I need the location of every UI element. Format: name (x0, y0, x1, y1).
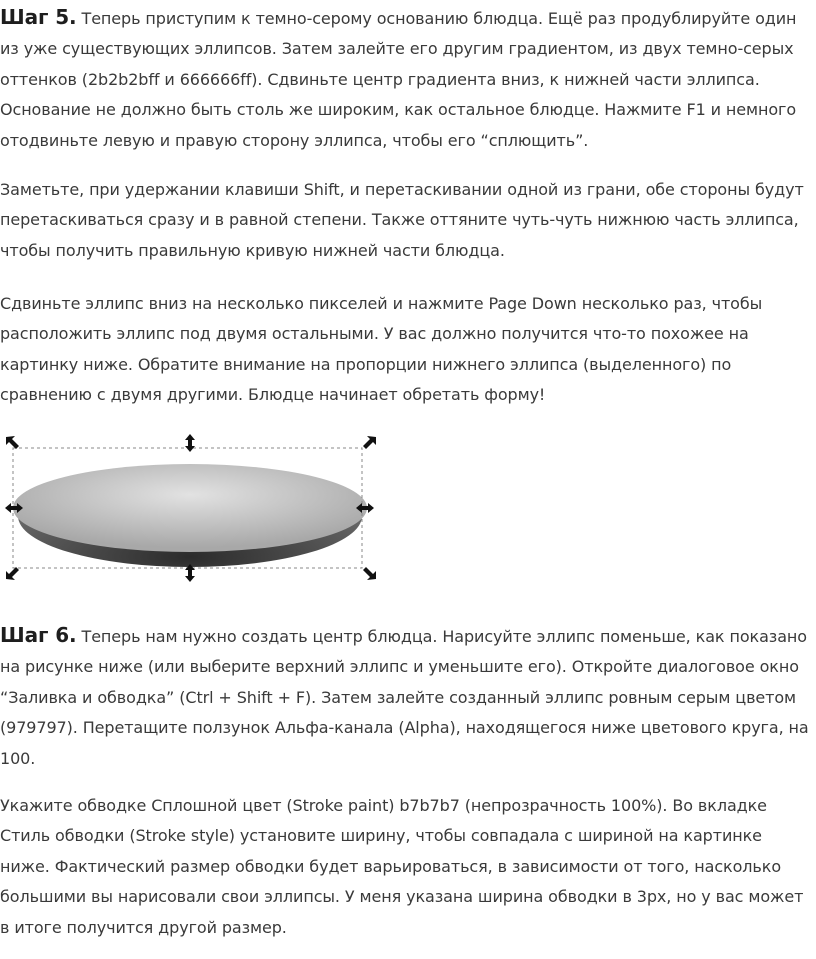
step6-paragraph-1 (0, 620, 816, 774)
top-ellipse (13, 464, 367, 552)
step6-paragraph-2: Укажите обводке Сплошной цвет (Stroke paint) b7b7b7 (непрозрачность 100%). Во вкладке Стиль обводки (Stroke style) установите ширину, чтобы совпадала с шириной на картинке ниже. Фактический размер обводки будет варьироваться, в зависимости от того, насколько большими вы нарисовали свои эллипсы. У меня указана ширина обводки в 3px, но у вас может в итоге получится другой размер. (0, 796, 804, 937)
step5-heading: Шаг 5. (0, 5, 77, 29)
saucer-illustration (0, 428, 390, 590)
step6-heading: Шаг 6. (0, 623, 77, 647)
handle-top-center-icon (185, 434, 195, 452)
step5-paragraph-2: Заметьте, при удержании клавиши Shift, и перетаскивании одной из грани, обе стороны будут перетаскиваться сразу и в равной степени. Также оттяните чуть-чуть нижнюю часть эллипса, чтобы получить правильную кривую нижней части блюдца. (0, 180, 804, 260)
step6-text-1: Теперь нам нужно создать центр блюдца. Нарисуйте эллипс поменьше, как показано на рисунке ниже (или выберите верхний эллипс и уменьшите его). Откройте диалоговое окно “Заливка и обводка” (Ctrl + Shift + F). Затем залейте созданный эллипс ровным серым цветом (979797). Перетащите ползунок Альфа-канала (Alpha), находящегося ниже цветового круга, на 100. (0, 627, 809, 768)
handle-top-right-icon (363, 436, 376, 449)
step5-text-1: Теперь приступим к темно-серому основанию блюдца. Ещё раз продублируйте один из уже существующих эллипсов. Затем залейте его другим градиентом, из двух темно-серых оттенков (2b2b2bff и 666666ff). Сдвиньте центр градиента вниз, к нижней части эллипса. Основание не должно быть столь же широким, как остальное блюдце. Нажмите F1 и немного отодвиньте левую и правую сторону эллипса, чтобы его “сплющить”. (0, 9, 797, 150)
handle-bottom-left-icon (6, 567, 19, 580)
handle-top-left-icon (6, 436, 19, 449)
handle-bottom-right-icon (363, 567, 376, 580)
step5-paragraph-1 (0, 2, 816, 156)
step5-paragraph-3: Сдвиньте эллипс вниз на несколько пикселей и нажмите Page Down несколько раз, чтобы расположить эллипс под двумя остальными. У вас должно получится что-то похожее на картинку ниже. Обратите внимание на пропорции нижнего эллипса (выделенного) по сравнению с двумя другими. Блюдце начинает обретать форму! (0, 294, 763, 405)
